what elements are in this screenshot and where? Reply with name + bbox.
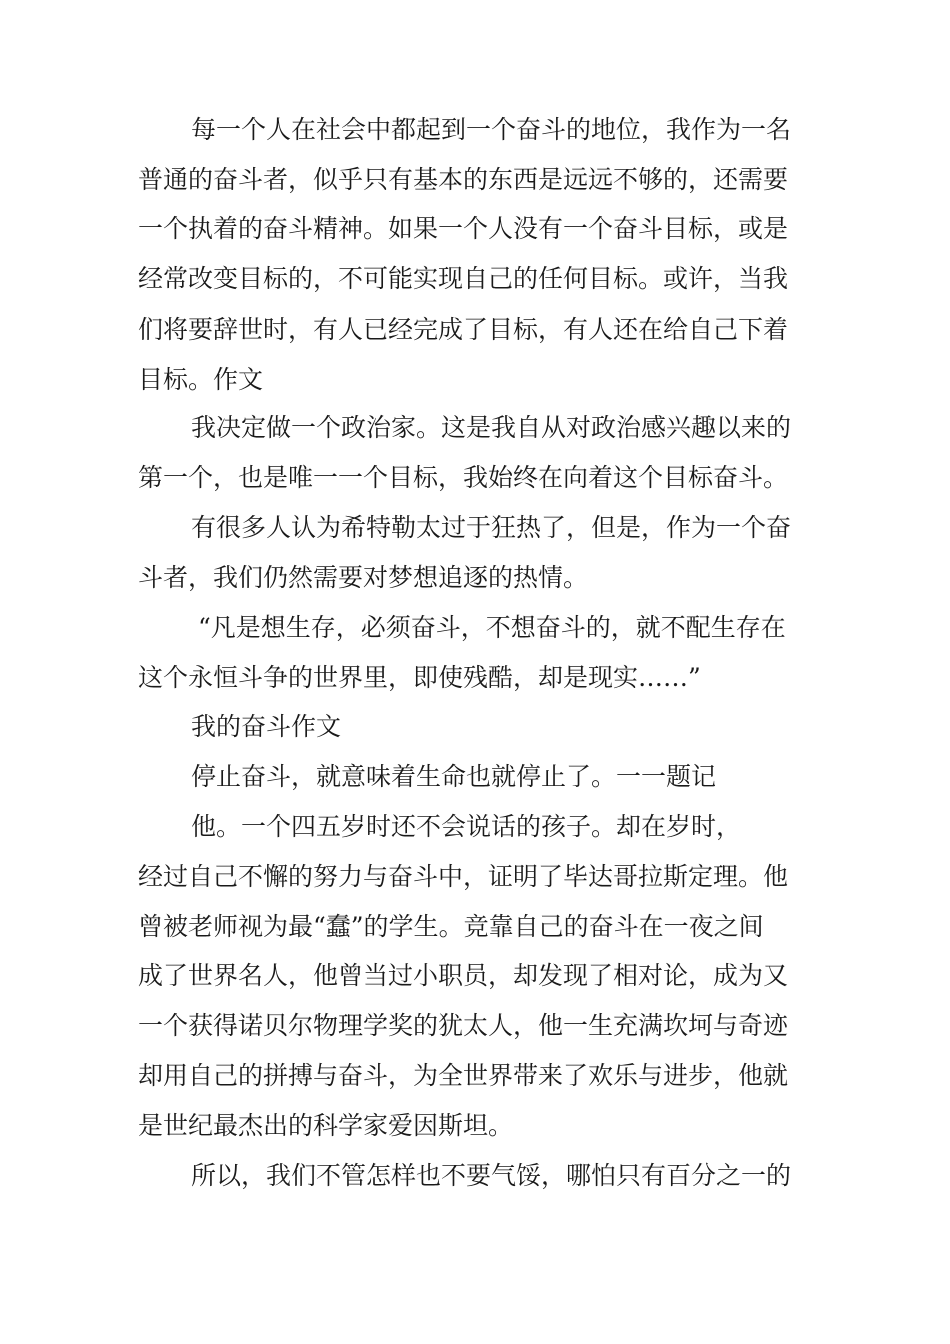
- text-line: 是世纪最杰出的科学家爱因斯坦。: [138, 1111, 514, 1140]
- text-line: 有很多人认为希特勒太过于狂热了，但是，作为一个奋: [191, 513, 792, 542]
- text-line: 目标。作文: [138, 365, 264, 394]
- text-line: 一个获得诺贝尔物理学奖的犹太人，他一生充满坎坷与奇迹: [138, 1011, 789, 1040]
- text-line: 斗者，我们仍然需要对梦想追逐的热情。: [138, 563, 589, 592]
- text-line: 所以，我们不管怎样也不要气馁，哪怕只有百分之一的: [191, 1161, 792, 1190]
- text-line: 却用自己的拼搏与奋斗，为全世界带来了欢乐与进步，他就: [138, 1061, 789, 1090]
- text-line: 他。一个四五岁时还不会说话的孩子。却在岁时，: [191, 812, 742, 841]
- text-line: 停止奋斗，就意味着生命也就停止了。一一题记: [191, 762, 717, 791]
- text-line: 这个永恒斗争的世界里，即使残酷，却是现实……”: [138, 663, 701, 692]
- text-line: 普通的奋斗者，似乎只有基本的东西是远远不够的，还需要: [138, 165, 789, 194]
- text-line: 我决定做一个政治家。这是我自从对政治感兴趣以来的: [191, 413, 792, 442]
- text-line: 们将要辞世时，有人已经完成了目标，有人还在给自己下着: [138, 315, 789, 344]
- section-heading: 我的奋斗作文: [191, 712, 342, 741]
- text-line: 成了世界名人，他曾当过小职员，却发现了相对论，成为又: [138, 961, 789, 990]
- text-line: 经常改变目标的，不可能实现自己的任何目标。或许，当我: [138, 264, 789, 293]
- text-line: 经过自己不懈的努力与奋斗中，证明了毕达哥拉斯定理。他: [138, 862, 789, 891]
- text-line: “凡是想生存，必须奋斗，不想奋斗的，就不配生存在: [198, 613, 786, 642]
- text-line: 每一个人在社会中都起到一个奋斗的地位，我作为一名: [191, 115, 792, 144]
- text-line: 第一个，也是唯一一个目标，我始终在向着这个目标奋斗。: [138, 463, 789, 492]
- text-line: 曾被老师视为最“蠢”的学生。竞靠自己的奋斗在一夜之间: [138, 912, 764, 941]
- text-line: 一个执着的奋斗精神。如果一个人没有一个奋斗目标，或是: [138, 214, 789, 243]
